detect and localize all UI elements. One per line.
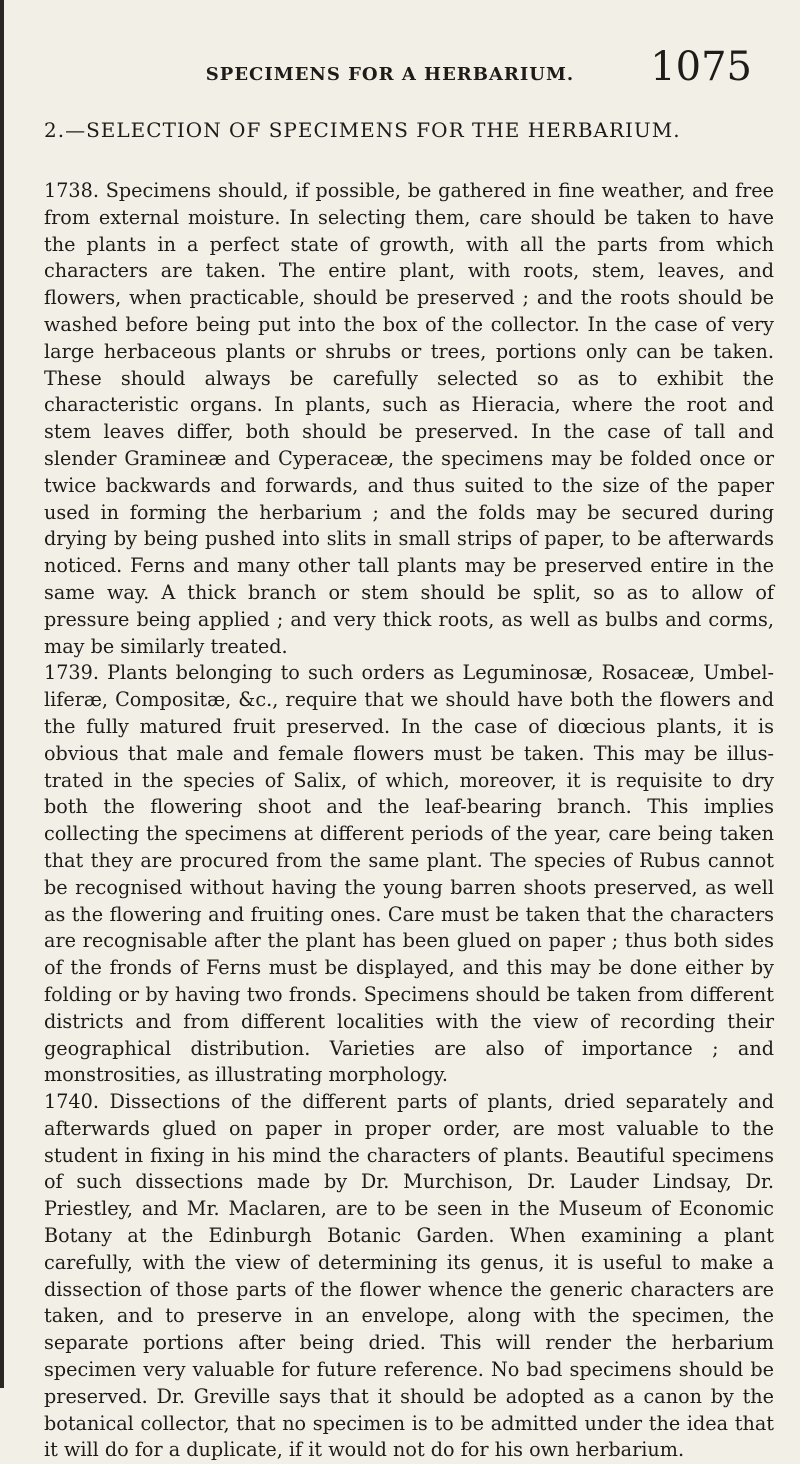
running-head (0, 44, 800, 90)
section-title: 2.—SELECTION OF SPECIMENS FOR THE HERBARIUM. (44, 118, 681, 142)
page-binding-edge (0, 0, 4, 1388)
paragraph-1738: 1738. Specimens should, if possible, be gathered in fine weather, and free from external moisture. In selecting them, care should be taken to have the plants in a perfect state of growth, with all the parts from which characters are taken. The entire plant, with roots, stem, leaves, and flowers, when practicable, should be preserved ; and the roots should be washed before being put into the box of the collector. In the case of very large herbaceous plants or shrubs or trees, portions only can be taken. These should always be carefully selected so as to exhibit the characteristic organs. In plants, such as Hieracia, where the root and stem leaves differ, both should be preserved. In the case of tall and slender Gramineæ and Cyperaceæ, the specimens may be folded once or twice backwards and forwards, and thus suited to the size of the paper used in forming the herbarium ; and the folds may be secured during drying by being pushed into slits in small strips of paper, to be afterwards noticed. Ferns and many other tall plants may be preserved entire in the same way. A thick branch or stem should be split, so as to allow of pressure being applied ; and very thick roots, as well as bulbs and corms, may be similarly treated. (44, 179, 774, 658)
paragraph-1740: 1740. Dissections of the different parts of plants, dried separately and afterwards glued on paper in proper order, are most valuable to the student in fixing in his mind the characters of plants. Beautiful specimens of such dissections made by Dr. Murchison, Dr. Lauder Lindsay, Dr. Priestley, and Mr. Maclaren, are to be seen in the Museum of Economic Botany at the Edinburgh Botanic Garden. When examining a plant carefully, with the view of determining its genus, it is useful to make a dissection of those parts of the flower whence the generic characters are taken, and to preserve in an envelope, along with the specimen, the separate portions after being dried. This will render the herbarium specimen very valuable for future reference. No bad specimens should be preserved. Dr. Greville says that it should be adopted as a canon by the botanical collector, that no specimen is to be admitted under the idea that it will do for a duplicate, if it would not do for his own herbarium. (44, 1090, 774, 1462)
body-text (44, 178, 774, 1464)
running-title: SPECIMENS FOR A HERBARIUM. (205, 64, 575, 85)
page-number: 1075 (650, 44, 752, 90)
paragraph-1739: 1739. Plants belonging to such orders as Leguminosæ, Rosaceæ, Umbelliferæ, Compositæ, &c., require that we should have both the flowers and the fully matured fruit preserved. In the case of diœcious plants, it is obvious that male and female flowers must be taken. This may be illustrated in the species of Salix, of which, moreover, it is requisite to dry both the flowering shoot and the leaf-bearing branch. This implies collecting the specimens at different periods of the year, care being taken that they are procured from the same plant. The species of Rubus cannot be recognised without having the young barren shoots preserved, as well as the flowering and fruiting ones. Care must be taken that the characters are recognisable after the plant has been glued on paper ; thus both sides of the fronds of Ferns must be displayed, and this may be done either by folding or by having two fronds. Specimens should be taken from different districts and from different localities with the view of recording their geographical distribution. Varieties are also of importance ; and monstrosities, as illustrating morphology. (44, 661, 774, 1087)
